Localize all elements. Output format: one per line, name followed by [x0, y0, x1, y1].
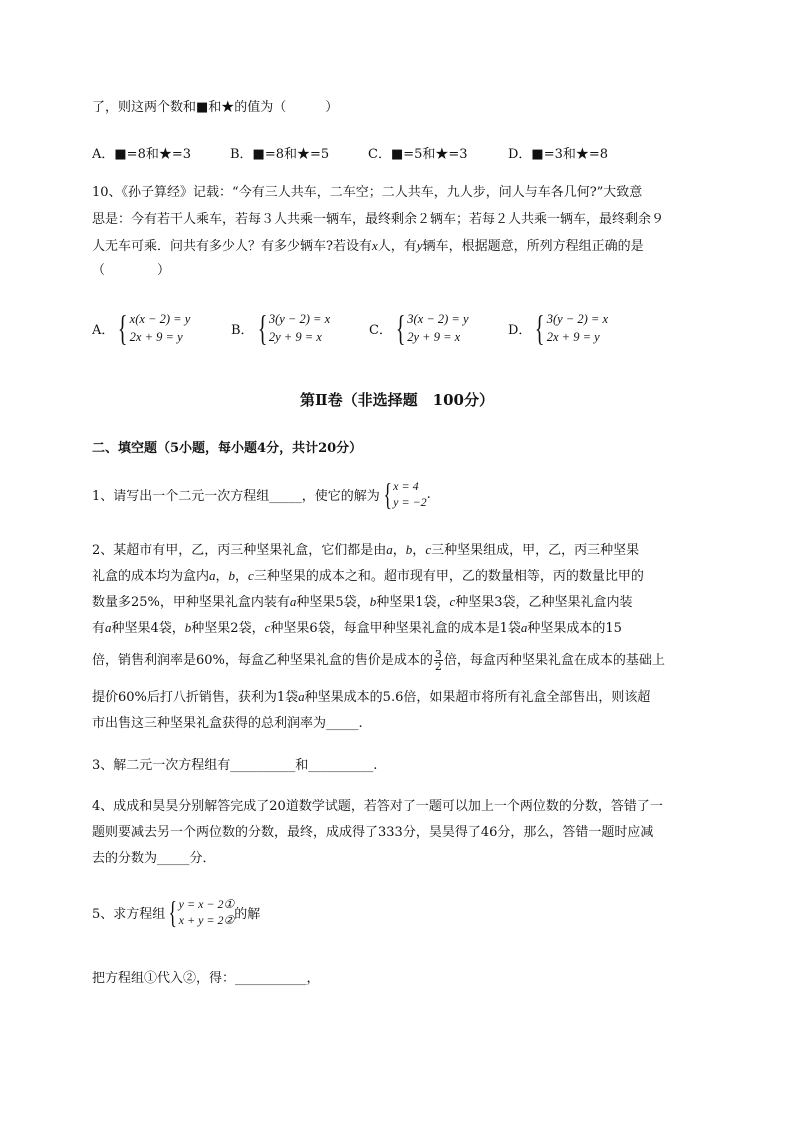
option-label: C． — [369, 322, 392, 338]
text: 2、某超市有甲，乙，丙三种坚果礼盒，它们都是由 — [92, 543, 387, 558]
text: 种坚果1袋， — [376, 595, 450, 610]
text: 三种坚果组成，甲，乙，丙三种坚果 — [431, 543, 640, 558]
text: ， — [235, 569, 249, 584]
equation: 2x + 9 = y — [129, 330, 183, 344]
q10-line-1: 10、《孙子算经》记载：“今有三人共车，二车空；二人共车，九人步，问人与车各几何?”大致意 — [92, 185, 643, 200]
equation: y = x − 2① — [178, 897, 235, 911]
text: ， — [392, 543, 406, 558]
text: 数量多25%，甲种坚果礼盒内装有 — [92, 595, 290, 610]
q10-line-3 — [92, 237, 644, 256]
q10-option-a — [92, 310, 190, 346]
var-x: x — [371, 238, 378, 253]
text: 有 — [92, 621, 106, 636]
var-c: c — [264, 620, 271, 635]
option-label: A． — [92, 322, 115, 338]
q10-line-3b: 人，有 — [377, 239, 417, 254]
var-b: b — [184, 620, 192, 635]
fill-5-end: 的解 — [234, 906, 261, 922]
q9-option-d: D．■=3和★=8 — [508, 147, 609, 162]
equation: x = 4 — [393, 479, 419, 493]
fill-2-line-3 — [92, 593, 633, 612]
equation: 2y + 9 = x — [268, 330, 322, 344]
fill-2-line-7: 市出售这三种坚果礼盒获得的总利润率为_____. — [92, 716, 363, 731]
var-c: c — [449, 594, 456, 609]
text: 种坚果4袋， — [111, 621, 185, 636]
q9-option-c: C．■=5和★=3 — [368, 147, 468, 162]
fill-2-line-2 — [92, 567, 644, 586]
fill-4-line-2: 题则要减去另一个两位数的分数，最终，成成得了333分，昊昊得了46分，那么，答错一题时应减 — [92, 825, 654, 840]
text: 种坚果成本的15 — [527, 621, 622, 636]
fraction — [434, 649, 443, 672]
fill-5-text: 5、求方程组 — [92, 906, 166, 922]
fill-1 — [92, 478, 431, 510]
text: 种坚果2袋， — [191, 621, 265, 636]
fill-3: 3、解二元一次方程组有__________和__________. — [92, 758, 378, 773]
q9-option-a: A．■=8和★=3 — [92, 147, 191, 162]
var-a: a — [386, 542, 393, 557]
equation: 3(x − 2) = y — [407, 312, 469, 326]
brace-icon: { — [395, 308, 406, 348]
fill-4-line-3: 去的分数为_____分． — [92, 851, 216, 866]
var-c: c — [248, 568, 254, 583]
text: 三种坚果的成本之和。超市现有甲，乙的数量相等，丙的数量比甲的 — [253, 569, 644, 584]
brace-icon: { — [168, 894, 178, 930]
text: 种坚果成本的5.6倍，如果超市将所有礼盒全部售出，则该超 — [304, 690, 651, 705]
text: ， — [215, 569, 229, 584]
fill-4-line-1: 4、成成和昊昊分别解答完成了20道数学试题，若答对了一题可以加上一个两位数的分数，答错了一 — [92, 799, 663, 814]
fill-1-text: 1、请写出一个二元一次方程组_____，使它的解为 — [92, 488, 380, 504]
q10-option-b — [231, 310, 330, 346]
brace-icon: { — [118, 308, 128, 348]
text: 种坚果3袋，乙种坚果礼盒内装 — [455, 595, 633, 610]
fill-2-line-4 — [92, 619, 622, 638]
var-b: b — [228, 568, 236, 583]
option-label: D． — [508, 322, 532, 338]
q10-line-2: 思是：今有若干人乘车，若每３人共乘一辆车，最终剩余２辆车；若每２人共乘一辆车，最终剩余９ — [92, 212, 665, 227]
brace-icon: { — [383, 476, 392, 512]
brace-icon: { — [535, 308, 545, 348]
section-heading: 二、填空题（5小题，每小题4分，共计20分） — [92, 441, 363, 456]
var-a: a — [520, 620, 528, 635]
equation: x(x − 2) = y — [129, 312, 191, 326]
option-label: B． — [231, 322, 254, 338]
q9-text: 了，则这两个数和■和★的值为（ ） — [92, 100, 339, 115]
fill-5-line-2: 把方程组①代入②，得：___________， — [92, 971, 320, 986]
fill-5 — [92, 896, 260, 928]
denominator: 2 — [434, 660, 442, 673]
text: ， — [412, 543, 426, 558]
var-a: a — [298, 689, 305, 704]
var-a: a — [209, 568, 216, 583]
equation: 2y + 9 = x — [407, 330, 461, 344]
text: 提价60%后打八折销售，获利为1袋 — [92, 690, 299, 705]
q9-option-b: B．■=8和★=5 — [230, 147, 330, 162]
text: 倍，销售利润率是60%，每盒乙种坚果礼盒的售价是成本的 — [92, 653, 433, 668]
section-title: 第Ⅱ卷（非选择题 100分） — [300, 391, 494, 409]
brace-icon: { — [257, 308, 267, 348]
text: 种坚果5袋， — [296, 595, 370, 610]
var-c: c — [425, 542, 432, 557]
text: 礼盒的成本均为盒内 — [92, 569, 210, 584]
fill-2-line-6 — [92, 688, 650, 707]
q10-line-3c: 辆车，根据题意，所列方程组正确的是 — [422, 239, 644, 254]
q10-line-3a: 人无车可乘．问共有多少人？有多少辆车?若设有 — [92, 239, 372, 254]
q10-option-c — [369, 310, 469, 346]
fill-1-end: . — [426, 486, 431, 502]
equation: x + y = 2② — [178, 913, 235, 927]
equation: y = −2 — [393, 495, 427, 509]
text: 倍，每盒丙种坚果礼盒在成本的基础上 — [443, 653, 665, 668]
numerator: 3 — [434, 648, 442, 661]
q10-option-d — [508, 310, 608, 346]
equation: 3(y − 2) = x — [268, 312, 331, 326]
q10-line-4: （ ） — [92, 263, 171, 278]
fill-2-line-1 — [92, 541, 639, 560]
fill-2-line-5 — [92, 649, 665, 673]
text: 种坚果6袋，每盒甲种坚果礼盒的成本是1袋 — [270, 621, 521, 636]
var-b: b — [369, 594, 377, 609]
var-a: a — [289, 594, 297, 609]
var-b: b — [405, 542, 413, 557]
var-a: a — [105, 620, 112, 635]
equation: 3(y − 2) = x — [546, 312, 609, 326]
equation: 2x + 9 = y — [546, 330, 600, 344]
var-y: y — [416, 238, 423, 253]
